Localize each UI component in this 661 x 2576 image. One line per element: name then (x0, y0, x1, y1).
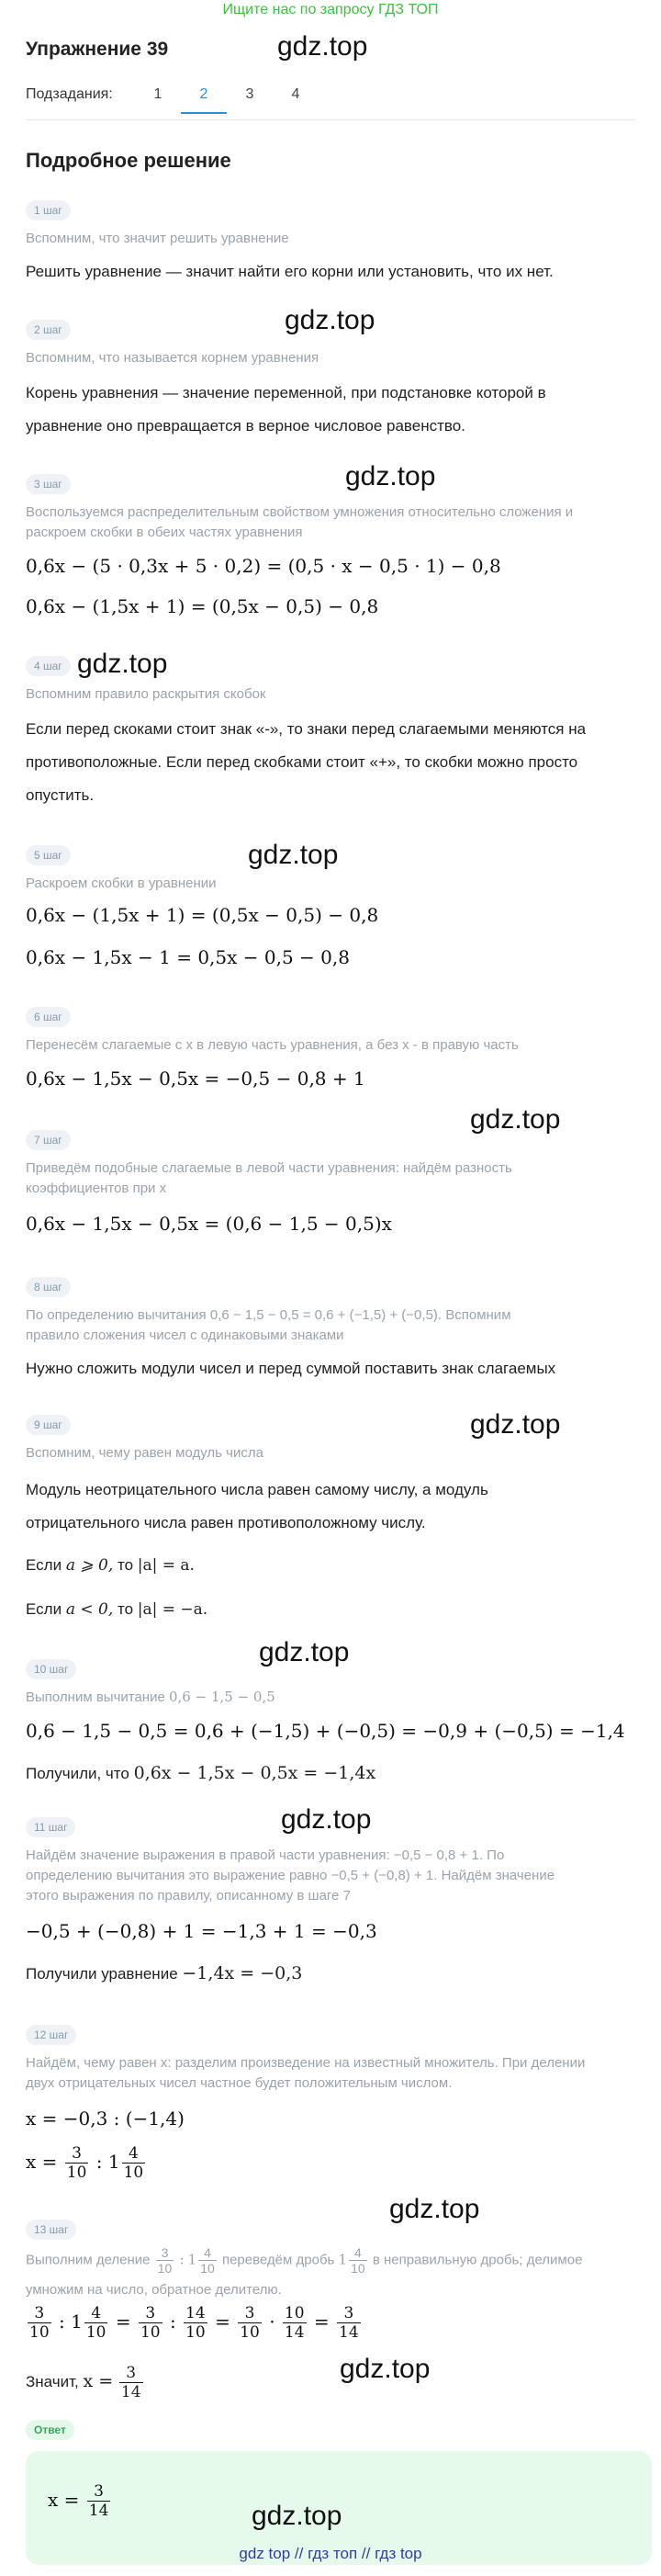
watermark: gdz.top (470, 1104, 561, 1135)
equation-division: $\frac{3}{10}$ : 1 $\frac{4}{10}$ = $\frac{3}{10}$ : $\frac{14}{10}$ = $\frac{3}{10}$ · $\frac{10}{14}$ = $\frac{3}{14}$ (29, 2304, 359, 2342)
step-hint: двух отрицательных чисел частное будет положительным числом. (26, 2075, 453, 2091)
step-hint: раскроем скобки в обеих частях уравнения (26, 525, 303, 540)
step-hint: Выполним вычитание 0,6 − 1,5 − 0,5 (26, 1689, 275, 1705)
step-hint: этого выражения по правилу, описанному в шаге 7 (26, 1888, 351, 1904)
promo-banner: Ищите нас по запросу ГДЗ ТОП (222, 2, 439, 17)
watermark: gdz.top (345, 461, 436, 491)
step-badge: 5 шаг (26, 845, 71, 865)
step-text: опустить. (26, 786, 95, 804)
step-badge: 2 шаг (26, 320, 71, 340)
subtasks-label: Подзадания: (26, 86, 113, 102)
watermark: gdz.top (285, 305, 375, 335)
equation: 0,6x − (1,5x + 1) = (0,5x − 0,5) − 0,8 (26, 595, 379, 617)
step-text: уравнение оно превращается в верное числовое равенство. (26, 417, 465, 435)
step-badge: 10 шаг (26, 1659, 76, 1679)
step-hint: Воспользуемся распределительным свойством умножения относительно сложения и (26, 504, 574, 520)
tab-subtask-4[interactable]: 4 (291, 86, 300, 102)
step-badge: 13 шаг (26, 2220, 76, 2240)
tab-subtask-3[interactable]: 3 (245, 86, 254, 102)
step-hint: Вспомним, чему равен модуль числа (26, 1445, 263, 1461)
step-hint: Вспомним правило раскрытия скобок (26, 686, 266, 702)
step-hint: Найдём, чему равен x: разделим произведение на известный множитель. При делении (26, 2055, 586, 2071)
step-hint: коэффициентов при x (26, 1181, 167, 1196)
step-hint: Выполним деление $\frac{3}{10}$ : 1 $\frac{4}{10}$ переведём дробь 1 $\frac{4}{10}$ в неправильную дробь; делимое (26, 2245, 583, 2276)
equation: 0,6x − 1,5x − 0,5x = −0,5 − 0,8 + 1 (26, 1068, 365, 1090)
step-text: Корень уравнения — значение переменной, при подстановке которой в (26, 384, 546, 401)
page-title: Упражнение 39 (26, 39, 169, 60)
step-badge: 1 шаг (26, 200, 71, 220)
equation: 0,6x − 1,5x − 1 = 0,5x − 0,5 − 0,8 (26, 946, 350, 968)
equation: 0,6x − (5 · 0,3x + 5 · 0,2) = (0,5 · x − 0,5 · 1) − 0,8 (26, 555, 501, 577)
step-badge: 6 шаг (26, 1007, 71, 1027)
answer-badge: Ответ (26, 2420, 74, 2440)
solution-title: Подробное решение (26, 149, 231, 172)
step-text: Если перед скоками стоит знак «-», то знаки перед слагаемыми меняются на (26, 720, 587, 738)
step-result: Значит, x = $\frac{3}{14}$ (26, 2364, 141, 2402)
step-badge: 9 шаг (26, 1415, 71, 1435)
step-text: противоположные. Если перед скобками стоит «+», то скобки можно просто (26, 753, 578, 771)
equation: 0,6x − (1,5x + 1) = (0,5x − 0,5) − 0,8 (26, 904, 379, 926)
step-hint: определению вычитания это выражение равно −0,5 + (−0,8) + 1. Найдём значение (26, 1868, 555, 1883)
step-badge: 12 шаг (26, 2025, 76, 2045)
watermark: gdz.top (259, 1637, 350, 1667)
step-hint: Раскроем скобки в уравнении (26, 876, 217, 891)
step-badge: 3 шаг (26, 474, 71, 494)
divider (26, 119, 635, 120)
watermark: gdz.top (248, 840, 339, 870)
watermark: gdz.top (77, 649, 168, 679)
step-text: Получили, что 0,6x − 1,5x − 0,5x = −1,4x (26, 1763, 376, 1783)
equation: 0,6 − 1,5 − 0,5 = 0,6 + (−1,5) + (−0,5) = −0,9 + (−0,5) = −1,4 (26, 1720, 625, 1742)
step-badge: 7 шаг (26, 1130, 71, 1150)
footer-links[interactable]: gdz top // гдз топ // гдз top (239, 2545, 422, 2562)
step-hint: Вспомним, что значит решить уравнение (26, 231, 289, 246)
step-text: отрицательного числа равен противоположному числу. (26, 1514, 426, 1531)
step-hint: Вспомним, что называется корнем уравнения (26, 350, 319, 366)
subtask-tabs (135, 86, 319, 114)
step-badge: 4 шаг (26, 656, 71, 676)
equation: −0,5 + (−0,8) + 1 = −1,3 + 1 = −0,3 (26, 1920, 377, 1942)
tab-subtask-1[interactable]: 1 (153, 86, 162, 102)
step-hint: Приведём подобные слагаемые в левой части уравнения: найдём разность (26, 1160, 512, 1176)
watermark: gdz.top (281, 1804, 372, 1835)
equation: 0,6x − 1,5x − 0,5x = (0,6 − 1,5 − 0,5)x (26, 1213, 392, 1235)
step-badge: 11 шаг (26, 1817, 75, 1837)
equation: x = −0,3 : (−1,4) (26, 2107, 185, 2130)
equation-fraction: x = $\frac{3}{10}$ : 1 $\frac{4}{10}$ (26, 2144, 144, 2182)
step-hint: По определению вычитания 0,6 − 1,5 − 0,5 = 0,6 + (−1,5) + (−0,5). Вспомним (26, 1307, 511, 1323)
watermark: gdz.top (277, 31, 368, 62)
step-text: Получили уравнение −1,4x = −0,3 (26, 1963, 303, 1983)
answer-formula: x = $\frac{3}{14}$ (48, 2482, 109, 2520)
watermark: gdz.top (389, 2194, 480, 2224)
step-hint: Найдём значение выражения в правой части уравнения: −0,5 − 0,8 + 1. По (26, 1847, 505, 1863)
step-text: Модуль неотрицательного числа равен самому числу, а модуль (26, 1481, 488, 1498)
step-hint: правило сложения чисел с одинаковыми знаками (26, 1328, 344, 1343)
step-badge: 8 шаг (26, 1277, 71, 1297)
step-text: Решить уравнение — значит найти его корни или установить, что их нет. (26, 263, 554, 280)
step-text: Нужно сложить модули чисел и перед суммой поставить знак слагаемых (26, 1360, 556, 1377)
step-hint: Перенесём слагаемые с x в левую часть уравнения, а без x - в правую часть (26, 1037, 519, 1053)
modulus-rule-2: Если a < 0, то |a| = −a. (26, 1600, 208, 1619)
watermark: gdz.top (252, 2501, 342, 2531)
modulus-rule-1: Если a ⩾ 0, то |a| = a. (26, 1556, 195, 1575)
tab-subtask-2[interactable]: 2 (181, 86, 227, 114)
step-hint: умножим на число, обратное делителю. (26, 2282, 282, 2298)
watermark: gdz.top (470, 1409, 561, 1440)
watermark: gdz.top (340, 2354, 431, 2384)
